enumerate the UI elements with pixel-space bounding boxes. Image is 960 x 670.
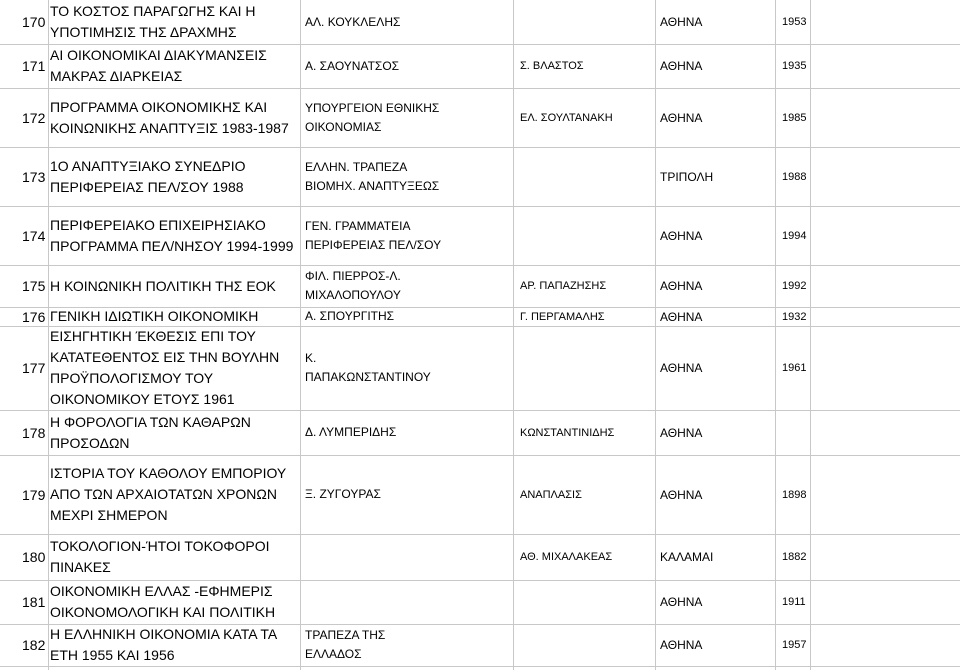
row-title-line: Η ΚΟΙΝΩΝΙΚΗ ΠΟΛΙΤΙΚΗ ΤΗΣ ΕΟΚ [50,277,276,294]
row-author-line: ΦΙΛ. ΠΙΕΡΡΟΣ-Λ. [305,269,401,283]
row-year-text [782,280,806,292]
row-number-line: 170 [22,14,46,30]
row-year [0,455,960,534]
row-year [0,147,960,206]
row-year-line: 1898 [782,488,807,501]
row-author-line: ΠΕΡΙΦΕΡΕΙΑΣ ΠΕΛ/ΣΟΥ [305,237,442,252]
column-divider [810,0,811,670]
row-place-line: ΑΘΗΝΑ [660,309,703,324]
row-title-line: ΟΙΚΟΝΟΜΙΚΟΥ ΕΤΟΥΣ 1961 [50,391,235,407]
row-divider [0,455,960,456]
row-title-line: ΤΟΚΟΛΟΓΙΟΝ-ΉΤΟΙ ΤΟΚΟΦΟΡΟΙ [50,538,270,554]
row-title-line: ΑΙ ΟΙΚΟΝΟΜΙΚΑΙ ΔΙΑΚΥΜΑΝΣΕΙΣ [50,47,267,63]
row-year-line: 1957 [782,639,807,651]
row-number-line: 181 [22,594,46,610]
row-author-line: ΕΛΛΗΝ. ΤΡΑΠΕΖΑ [305,159,408,174]
row-place-line: ΑΘΗΝΑ [660,59,703,73]
row-divider [0,88,960,89]
row-place-line: ΑΘΗΝΑ [660,279,703,293]
row-year-text [782,60,806,72]
row-place-line: ΑΘΗΝΑ [660,638,703,652]
row-publisher-line: ΑΝΑΠΛΑΣΙΣ [520,488,582,501]
row-place-line: ΑΘΗΝΑ [660,110,703,125]
row-place-text [660,426,702,440]
row-place-line: ΤΡΙΠΟΛΗ [660,169,714,184]
row-year-text [782,362,806,374]
row-author-line: ΟΙΚΟΝΟΜΙΑΣ [305,119,382,134]
row-author-line: ΕΛΛΑΔΟΣ [305,647,362,661]
row-author-line: Κ. [305,351,317,365]
row-year [0,326,960,410]
row-author-line: ΠΑΠΑΚΩΝΣΤΑΝΤΙΝΟΥ [305,370,431,384]
row-number-line: 179 [22,486,46,503]
row-number-line: 174 [22,227,46,244]
row-title-line: ΕΤΗ 1955 ΚΑΙ 1956 [50,647,175,663]
column-divider [655,0,656,670]
row-title-line: ΟΙΚΟΝΟΜΟΛΟΓΙΚΗ ΚΑΙ ΠΟΛΙΤΙΚΗ [50,604,276,620]
row-year [0,534,960,580]
row-year-line: 1988 [782,170,807,183]
row-year-text [782,489,806,501]
row-divider [0,265,960,266]
row-title-line: ΜΕΧΡΙ ΣΗΜΕΡΟΝ [50,507,168,523]
row-author-line: Ξ. ΖΥΓΟΥΡΑΣ [305,487,381,501]
row-title-line: ΙΣΤΟΡΙΑ ΤΟΥ ΚΑΘΟΛΟΥ ΕΜΠΟΡΙΟΥ [50,465,287,481]
column-divider [300,0,301,670]
row-title-line: ΠΡΟΓΡΑΜΜΑ ΟΙΚΟΝΟΜΙΚΗΣ ΚΑΙ [50,98,268,115]
row-title-line: ΓΕΝΙΚΗ ΙΔΙΩΤΙΚΗ ΟΙΚΟΝΟΜΙΚΗ [50,308,259,324]
row-author-line: ΓΕΝ. ΓΡΑΜΜΑΤΕΙΑ [305,218,411,233]
row-title-line: ΕΙΣΗΓΗΤΙΚΗ ΈΚΘΕΣΙΣ ΕΠΙ ΤΟΥ [50,328,256,344]
row-title-line: Η ΦΟΡΟΛΟΓΙΑ ΤΩΝ ΚΑΘΑΡΩΝ [50,413,251,430]
row-publisher-line: Γ. ΠΕΡΓΑΜΑΛΗΣ [520,310,605,323]
column-divider [513,0,514,670]
row-author-line: Δ. ΛΥΜΠΕΡΙΔΗΣ [305,425,397,439]
row-title-line: ΠΡΟΫΠΟΛΟΓΙΣΜΟΥ ΤΟΥ [50,370,214,386]
row-title-line: Η ΕΛΛΗΝΙΚΗ ΟΙΚΟΝΟΜΙΑ ΚΑΤΑ ΤΑ [50,626,278,642]
row-year-line: 1961 [782,362,807,374]
row-year-line: 1992 [782,280,807,292]
row-author-line: Α. ΣΠΟΥΡΓΙΤΗΣ [305,309,395,323]
row-year-line: 1935 [782,60,807,72]
row-divider [0,44,960,45]
row-year [0,206,960,265]
row-year-line: 1911 [782,596,806,608]
row-title-line: 1Ο ΑΝΑΠΤΥΞΙΑΚΟ ΣΥΝΕΔΡΙΟ [50,157,246,174]
row-publisher-line: ΑΡ. ΠΑΠΑΖΗΣΗΣ [520,280,607,292]
row-place-line: ΑΘΗΝΑ [660,228,703,243]
row-year-line: 1932 [782,310,807,323]
row-year-text [782,171,806,183]
row-author-line: ΒΙΟΜΗΧ. ΑΝΑΠΤΥΞΕΩΣ [305,178,440,193]
row-year [0,88,960,147]
row-number-line: 173 [22,168,46,185]
row-place-line: ΑΘΗΝΑ [660,361,703,375]
row-year-line: 1882 [782,551,807,563]
row-year-text [782,596,806,608]
row-title-line: ΠΙΝΑΚΕΣ [50,559,111,575]
row-title-line: ΚΑΤΑΤΕΘΕΝΤΟΣ ΕΙΣ ΤΗΝ ΒΟΥΛΗΝ [50,349,280,365]
row-number-line: 177 [22,360,46,376]
row-title-line: ΠΕΡΙΦΕΡΕΙΑΚΟ ΕΠΙΧΕΙΡΗΣΙΑΚΟ [50,216,266,233]
row-place-line: ΚΑΛΑΜΑΙ [660,550,714,564]
row-year-line: 1953 [782,16,807,28]
row-author-line: ΥΠΟΥΡΓΕΙΟΝ ΕΘΝΙΚΗΣ [305,100,440,115]
row-divider [0,666,960,667]
row-publisher-line: ΚΩΝΣΤΑΝΤΙΝΙΔΗΣ [520,426,615,439]
row-number-line: 172 [22,109,46,126]
row-title-line: ΚΟΙΝΩΝΙΚΗΣ ΑΝΑΠΤΥΞΙΣ 1983-1987 [50,119,289,136]
row-divider [0,624,960,625]
row-year-text [782,230,806,242]
row-title-line: ΜΑΚΡΑΣ ΔΙΑΡΚΕΙΑΣ [50,68,183,84]
row-year-text [782,112,806,124]
row-year-text [782,311,806,323]
column-divider [48,0,49,670]
row-title-line: ΟΙΚΟΝΟΜΙΚΗ ΕΛΛΑΣ -ΕΦΗΜΕΡΙΣ [50,583,273,599]
row-place-line: ΑΘΗΝΑ [660,595,703,609]
row-year [0,44,960,88]
row-title-line: ΠΡΟΣΟΔΩΝ [50,434,130,451]
row-divider [0,307,960,308]
row-number-line: 182 [22,637,46,653]
row-number-line: 175 [22,278,46,294]
row-number-line: 178 [22,424,46,441]
row-number-line: 171 [22,58,46,74]
row-divider [0,206,960,207]
row-title-line: ΥΠΟΤΙΜΗΣΙΣ ΤΗΣ ΔΡΑΧΜΗΣ [50,24,237,40]
row-year [0,307,960,326]
row-divider [0,410,960,411]
row-year [0,580,960,624]
row-divider [0,147,960,148]
row-year-text [782,16,806,28]
row-year-line: 1985 [782,111,807,124]
row-place-line: ΑΘΗΝΑ [660,15,703,29]
row-year-text [782,551,806,563]
row-divider [0,580,960,581]
row-year-line: 1994 [782,229,807,242]
row-number-line: 176 [22,308,46,325]
row-year [0,0,960,44]
row-author-line: ΤΡΑΠΕΖΑ ΤΗΣ [305,628,386,642]
row-title-line: ΑΠΟ ΤΩΝ ΑΡΧΑΙΟΤΑΤΩΝ ΧΡΟΝΩΝ [50,486,277,502]
row-year [0,265,960,307]
row-divider [0,326,960,327]
row-author-line: Α. ΣΑΟΥΝΑΤΣΟΣ [305,58,400,73]
row-title-line: ΠΕΡΙΦΕΡΕΙΑΣ ΠΕΛ/ΣΟΥ 1988 [50,178,244,195]
row-publisher-line: ΑΘ. ΜΙΧΑΛΑΚΕΑΣ [520,551,613,563]
row-year-text [782,639,806,651]
row-place-line: ΑΘΗΝΑ [660,425,703,440]
column-divider [775,0,776,670]
row-author-line: ΑΛ. ΚΟΥΚΛΕΛΗΣ [305,14,401,29]
row-divider [0,534,960,535]
row-title-line: ΤΟ ΚΟΣΤΟΣ ΠΑΡΑΓΩΓΗΣ ΚΑΙ Η [50,3,256,19]
row-place [0,410,960,455]
row-year [0,624,960,666]
row-place-line: ΑΘΗΝΑ [660,487,703,502]
row-title-line: ΠΡΟΓΡΑΜΜΑ ΠΕΛ/ΝΗΣΟΥ 1994-1999 [50,237,294,254]
row-author-line: ΜΙΧΑΛΟΠΟΥΛΟΥ [305,288,401,302]
row-publisher-line: Σ. ΒΛΑΣΤΟΣ [520,60,584,72]
row-number-line: 180 [22,549,46,565]
row-publisher-line: ΕΛ. ΣΟΥΛΤΑΝΑΚΗ [520,111,613,124]
